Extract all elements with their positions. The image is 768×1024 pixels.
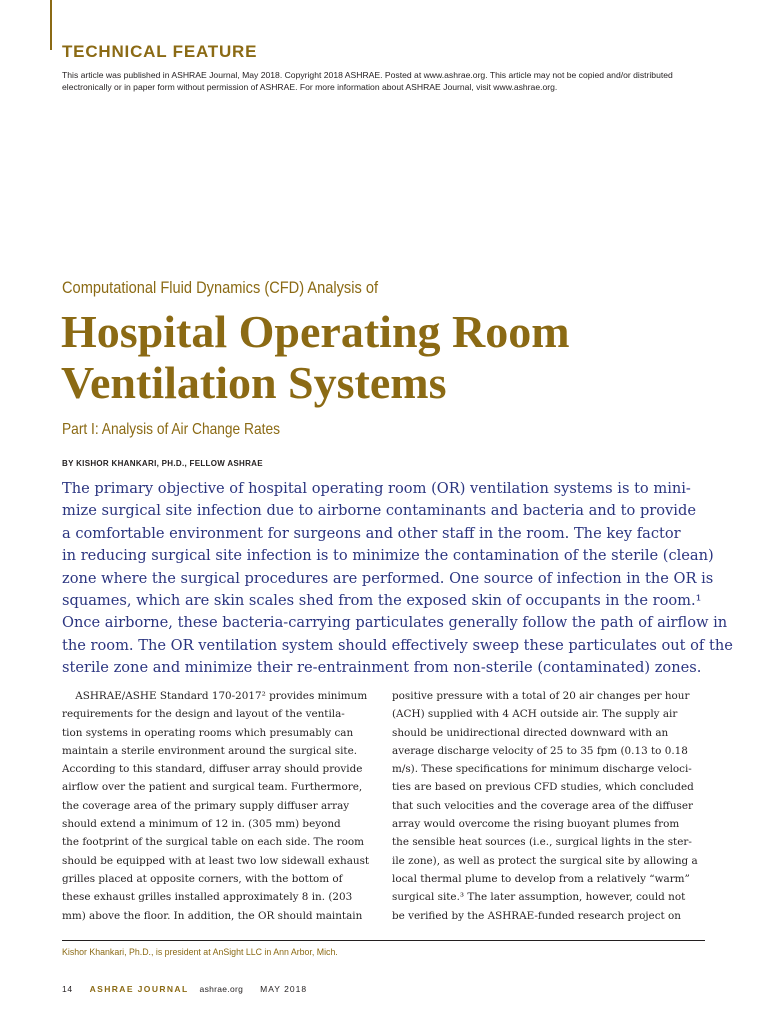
intro-line: a comfortable environment for surgeons and other staff in the room. The key factor [62,524,681,542]
body-line: According to this standard, diffuser array should provide [62,763,363,776]
body-line: be verified by the ASHRAE-funded research project on [392,909,681,922]
body-line: surgical site.³ The later assumption, however, could not [392,891,686,904]
intro-line: in reducing surgical site infection is to minimize the contamination of the sterile (clean) [62,547,714,565]
header-accent-bar [50,0,52,50]
page-footer [62,984,307,994]
intro-paragraph [62,478,733,680]
body-line: should be unidirectional directed downward with an [392,726,669,739]
body-line: ASHRAE/ASHE Standard 170-2017² provides minimum [62,690,368,702]
byline: BY KISHOR KHANKARI, PH.D., FELLOW ASHRAE [62,459,263,468]
issue-date: MAY 2018 [260,984,308,994]
body-line: mm) above the floor. In addition, the OR should maintain [62,909,363,922]
body-line: these exhaust grilles installed approximately 8 in. (203 [62,891,353,904]
article-title-line: Ventilation Systems [61,357,447,408]
intro-line: sterile zone and minimize their re-entrainment from non-sterile (contaminated) zones. [62,659,702,677]
copyright-notice: This article was published in ASHRAE Journal, May 2018. Copyright 2018 ASHRAE. Posted at www.ashrae.org. This article may not be copied and/or distributed electronically or in paper form without permission of ASHRAE. For more information about ASHRAE Journal, visit www.ashrae.org. [62,70,673,92]
journal-site: ashrae.org [199,984,244,994]
footnote-divider [62,940,705,941]
journal-name: ASHRAE JOURNAL [89,984,189,994]
section-label: TECHNICAL FEATURE [62,42,258,61]
body-line: local thermal plume to develop from a relatively “warm” [392,872,690,885]
body-line: positive pressure with a total of 20 air changes per hour [392,690,690,702]
intro-line: the room. The OR ventilation system should effectively sweep these particulates out of the [62,636,733,654]
body-line: average discharge velocity of 25 to 35 fpm (0.13 to 0.18 [392,744,688,757]
body-line: that such velocities and the coverage area of the diffuser [392,799,693,812]
article-title-line: Hospital Operating Room [61,306,570,357]
body-line: (ACH) supplied with 4 ACH outside air. The supply air [392,708,678,721]
body-line: m/s). These specifications for minimum discharge veloci- [392,763,692,776]
body-line: ile zone), as well as protect the surgical site by allowing a [392,854,698,867]
article-kicker: Computational Fluid Dynamics (CFD) Analysis of [62,278,379,297]
body-line: should extend a minimum of 12 in. (305 mm) beyond [62,818,341,831]
intro-line: squames, which are skin scales shed from the exposed skin of occupants in the room.¹ [62,592,702,610]
body-line: should be equipped with at least two low sidewall exhaust [62,854,370,867]
body-line: the coverage area of the primary supply diffuser array [62,799,350,812]
body-line: requirements for the design and layout of the ventila- [62,708,345,721]
body-line: grilles placed at opposite corners, with the bottom of [62,872,343,885]
article-subtitle: Part I: Analysis of Air Change Rates [62,421,280,438]
body-column-right [392,687,710,925]
body-line: the sensible heat sources (i.e., surgical lights in the ster- [392,836,692,849]
article-title [61,306,741,408]
author-bio: Kishor Khankari, Ph.D., is president at AnSight LLC in Ann Arbor, Mich. [62,947,338,957]
body-line: maintain a sterile environment around the surgical site. [62,744,358,757]
intro-line: mize surgical site infection due to airborne contaminants and bacteria and to provide [62,502,696,520]
body-line: array would overcome the rising buoyant plumes from [392,818,680,831]
intro-line: The primary objective of hospital operating room (OR) ventilation systems is to mini- [62,480,691,497]
page-number: 14 [62,984,73,994]
body-line: the footprint of the surgical table on each side. The room [62,836,364,849]
body-line: airflow over the patient and surgical team. Furthermore, [62,781,363,794]
body-line: tion systems in operating rooms which presumably can [62,726,354,739]
body-line: ties are based on previous CFD studies, which concluded [392,781,694,794]
intro-line: Once airborne, these bacteria-carrying particulates generally follow the path of airflow in [62,614,728,632]
intro-line: zone where the surgical procedures are performed. One source of infection in the OR is [62,569,714,587]
body-column-left [62,687,380,925]
